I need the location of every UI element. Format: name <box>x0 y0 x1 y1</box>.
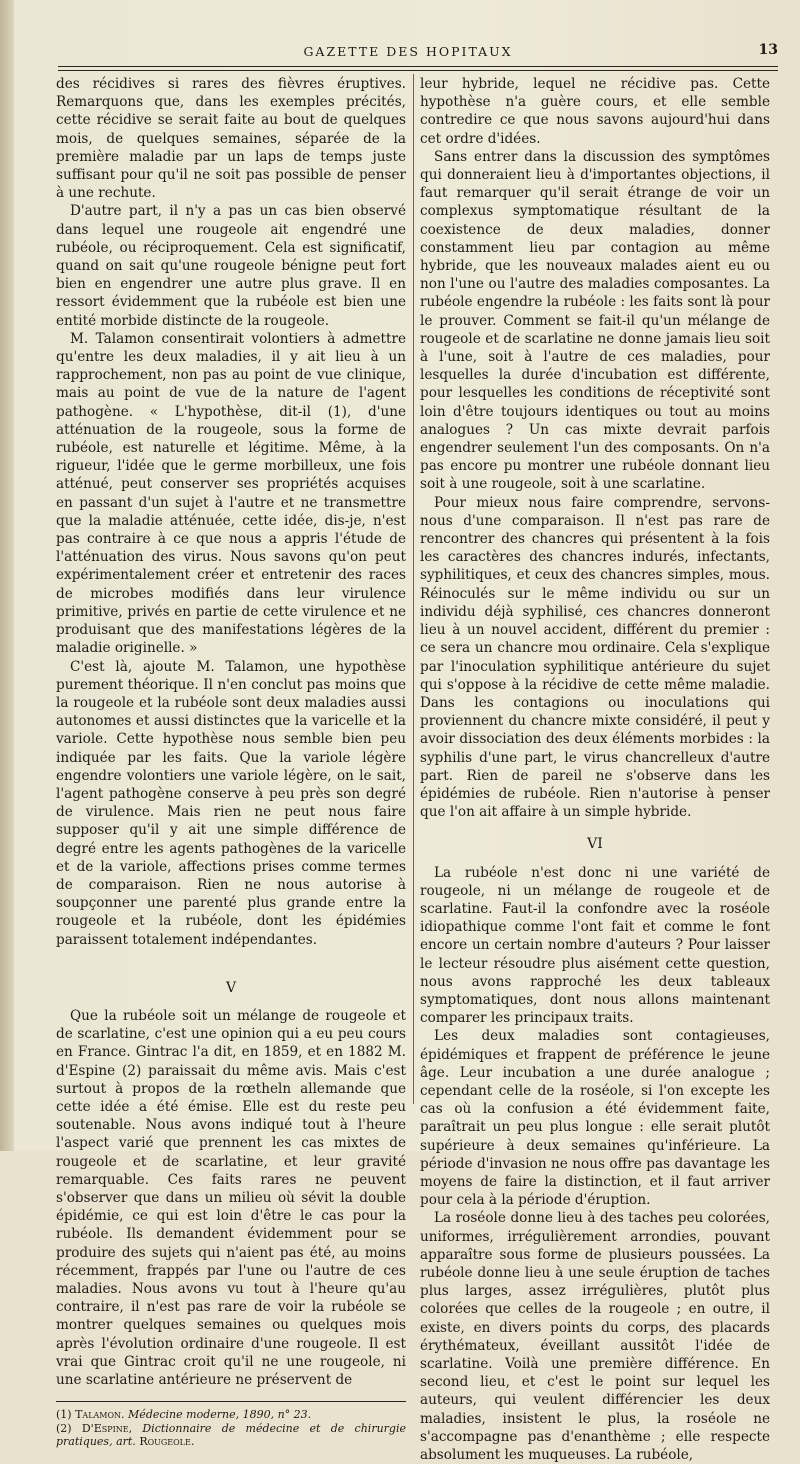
footnote-source: Médecine moderne, 1890, n° 23. <box>124 1408 312 1422</box>
footnote-2 <box>56 1422 406 1449</box>
footnote-1 <box>56 1408 406 1422</box>
paragraph: Sans entrer dans la discussion des symptômes qui donneraient lieu à d'importantes objections, il faut remarquer qu'il serait étrange de voir un complexus symptomatique résultant de la coexistence de deux maladies, donner constamment lieu par contagion au même hybride, que les nouveaux malades aient eu ou non l'une ou l'autre des maladies composantes. La rubéole engendre la rubéole : les faits sont là pour le prouver. Comment se fait-il qu'un mélange de rougeole et de scarlatine ne donne jamais lieu soit à l'une, soit à l'autre de ces maladies, pour lesquelles la durée d'incubation est différente, pour lesquelles les conditions de réceptivité sont loin d'être toujours identiques ou tout au moins analogues ? Un cas mixte devrait parfois engendrer seulement l'un des composants. On n'a pas encore pu montrer une rubéole donnant lieu soit à une rougeole, soit à une scarlatine. <box>420 148 770 493</box>
footnote-author: Talamon. <box>75 1408 125 1422</box>
right-column <box>420 75 770 1464</box>
page-number: 13 <box>758 42 778 58</box>
journal-title: GAZETTE DES HOPITAUX <box>303 44 513 59</box>
footnote-article: Rougeole. <box>139 1435 195 1449</box>
paragraph: D'autre part, il n'y a pas un cas bien observé dans lequel une rougeole ait engendré une rubéole, ou réciproquement. Cela est significatif, quand on sait qu'une rougeole bénigne peut fort bien en engendrer une autre plus grave. Il en ressort évidemment que la rubéole est bien une entité morbide distincte de la rougeole. <box>56 203 406 329</box>
page-header <box>58 44 778 66</box>
paragraph: M. Talamon consentirait volontiers à admettre qu'entre les deux maladies, il y ait lieu à un rapprochement, non pas au point de vue clinique, mais au point de vue de la nature de l'agent pathogène. « L'hypothèse, dit-il (1), d'une atténuation de la rougeole, sous la forme de rubéole, est naturelle et légitime. Même, à la rigueur, l'idée que le germe morbilleux, une fois atténué, peut conserver ses propriétés acquises en passant d'un sujet à l'autre et ne transmettre que la maladie atténuée, cette idée, dis-je, n'est pas contraire à ce que nous a appris l'étude de l'atténuation des virus. Nous savons qu'on peut expérimentalement créer et entretenir des races de microbes modifiés dans leur virulence primitive, privés en partie de cette virulence et ne produisant que des manifestations légères de la maladie originelle. » <box>56 330 406 657</box>
section-heading-v: V <box>225 979 237 996</box>
header-rule-thin <box>58 70 778 71</box>
column-divider <box>413 74 414 1104</box>
paragraph: C'est là, ajoute M. Talamon, une hypothèse purement théorique. Il n'en conclut pas moins que la rougeole et la rubéole sont deux maladies aussi autonomes et aussi distinctes que la varicelle et la variole. Cette hypothèse nous semble bien peu indiquée par les faits. Que la variole légère engendre volontiers une variole légère, on le sait, l'agent pathogène conserve à peu près son degré de virulence. Mais rien ne peut nous faire supposer qu'il y ait une simple différence de degré entre les agents pathogènes de la varicelle et de la variole, affections prises comme termes de comparaison. Rien ne nous autorise à soupçonner une parenté plus grande entre la rougeole et la rubéole, dont les épidémies paraissent totalement indépendantes. <box>56 658 406 948</box>
footnote-author: D'Espine, <box>81 1421 133 1435</box>
footnote-mark: (1) <box>56 1408 72 1422</box>
footnote-mark: (2) <box>56 1421 72 1435</box>
paragraph: leur hybride, lequel ne récidive pas. Cette hypothèse n'a guère cours, et elle semble contredire ce que nous savons aujourd'hui dans cet ordre d'idées. <box>420 76 770 147</box>
footnote-source: Dictionnaire de médecine et de chirurgie pratiques, art. <box>56 1421 406 1449</box>
header-rule <box>58 66 778 67</box>
paragraph: Les deux maladies sont contagieuses, épidémiques et frappent de préférence le jeune âge. Leur incubation a une durée analogue ; cependant celle de la roséole, si l'on excepte les cas où la confusion a été évidemment faite, paraîtrait un peu plus longue : elle serait plutôt supérieure à deux semaines qu'inférieure. La période d'invasion ne nous offre pas davantage les moyens de faire la distinction, et il faut arriver pour cela à la période d'éruption. <box>420 1028 770 1209</box>
paragraph: des récidives si rares des fièvres éruptives. Remarquons que, dans les exemples précités, cette récidive se serait faite au bout de quelques mois, de quelques semaines, séparée de la première maladie par un laps de temps juste suffisant pour qu'il ne soit pas possible de penser à une rechute. <box>56 76 406 202</box>
left-column <box>56 75 406 1449</box>
paragraph: Pour mieux nous faire comprendre, servons-nous d'une comparaison. Il n'est pas rare de rencontrer des chancres qui présentent à la fois les caractères des chancres indurés, infectants, syphilitiques, et ceux des chancres simples, mous. Réinoculés sur le même individu ou sur un individu déjà syphilisé, ces chancres donneront lieu à un nouvel accident, différent du premier : ce sera un chancre mou ordinaire. Cela s'explique par l'inoculation syphilitique antérieure du sujet qui s'oppose à la récidive de cette même maladie. Dans les contagions ou inoculations qui proviennent du chancre mixte considéré, il peut y avoir dissociation des deux éléments morbides : la syphilis d'une part, le virus chancrelleux d'autre part. Rien de pareil ne s'observe dans les épidémies de rubéole. Rien n'autorise à penser que l'on ait affaire à un simple hybride. <box>420 494 770 821</box>
section-heading-vi: VI <box>587 836 603 853</box>
paragraph: La rubéole n'est donc ni une variété de rougeole, ni un mélange de rougeole et de scarlatine. Faut-il la confondre avec la roséole idiopathique comme l'ont fait et comme le font encore un certain nombre d'auteurs ? Pour laisser le lecteur résoudre plus aisément cette question, nous avons rapproché les deux tableaux symptomatiques, dont nous allons maintenant comparer les principaux traits. <box>420 864 770 1027</box>
page-edge <box>0 0 14 1151</box>
paragraph: La roséole donne lieu à des taches peu colorées, uniformes, irrégulièrement arrondies, pouvant apparaître sous forme de plusieurs poussées. La rubéole donne lieu à une seule éruption de taches plus larges, assez irrégulières, plutôt plus colorées que celles de la rougeole ; en outre, il existe, en divers points du corps, des placards érythémateux, éveillant aussitôt l'idée de scarlatine. Voilà une première différence. En second lieu, et c'est le point sur lequel les auteurs, qui veulent différencier les deux maladies, insistent le plus, la roséole ne s'accompagne pas d'enanthème ; elle respecte absolument les muqueuses. La rubéole, <box>420 1210 770 1464</box>
footnote-rule <box>56 1401 406 1402</box>
paragraph: Que la rubéole soit un mélange de rougeole et de scarlatine, c'est une opinion qui a eu peu cours en France. Gintrac l'a dit, en 1859, et en 1882 M. d'Espine (2) paraissait du même avis. Mais c'est surtout à propos de la rœtheln allemande que cette idée a été émise. Elle est du reste peu soutenable. Nous avons indiqué tout à l'heure l'aspect varié que prennent les cas mixtes de rougeole et de scarlatine, et leur gravité remarquable. Ces faits rares ne peuvent s'observer que dans un milieu où sévit la double épidémie, ce qui est loin d'être le cas pour la rubéole. Ils demandent évidemment pour se produire des sujets qui n'aient pas été, au moins récemment, frappés par l'une ou l'autre de ces maladies. Nous avons vu tout à l'heure qu'au contraire, il n'est pas rare de voir la rubéole se montrer quelques semaines ou quelques mois après l'évolution ordinaire d'une rougeole. Il est vrai que Gintrac croit qu'il ne une rougeole, ni une scarlatine antérieure ne préservent de <box>56 1007 406 1389</box>
